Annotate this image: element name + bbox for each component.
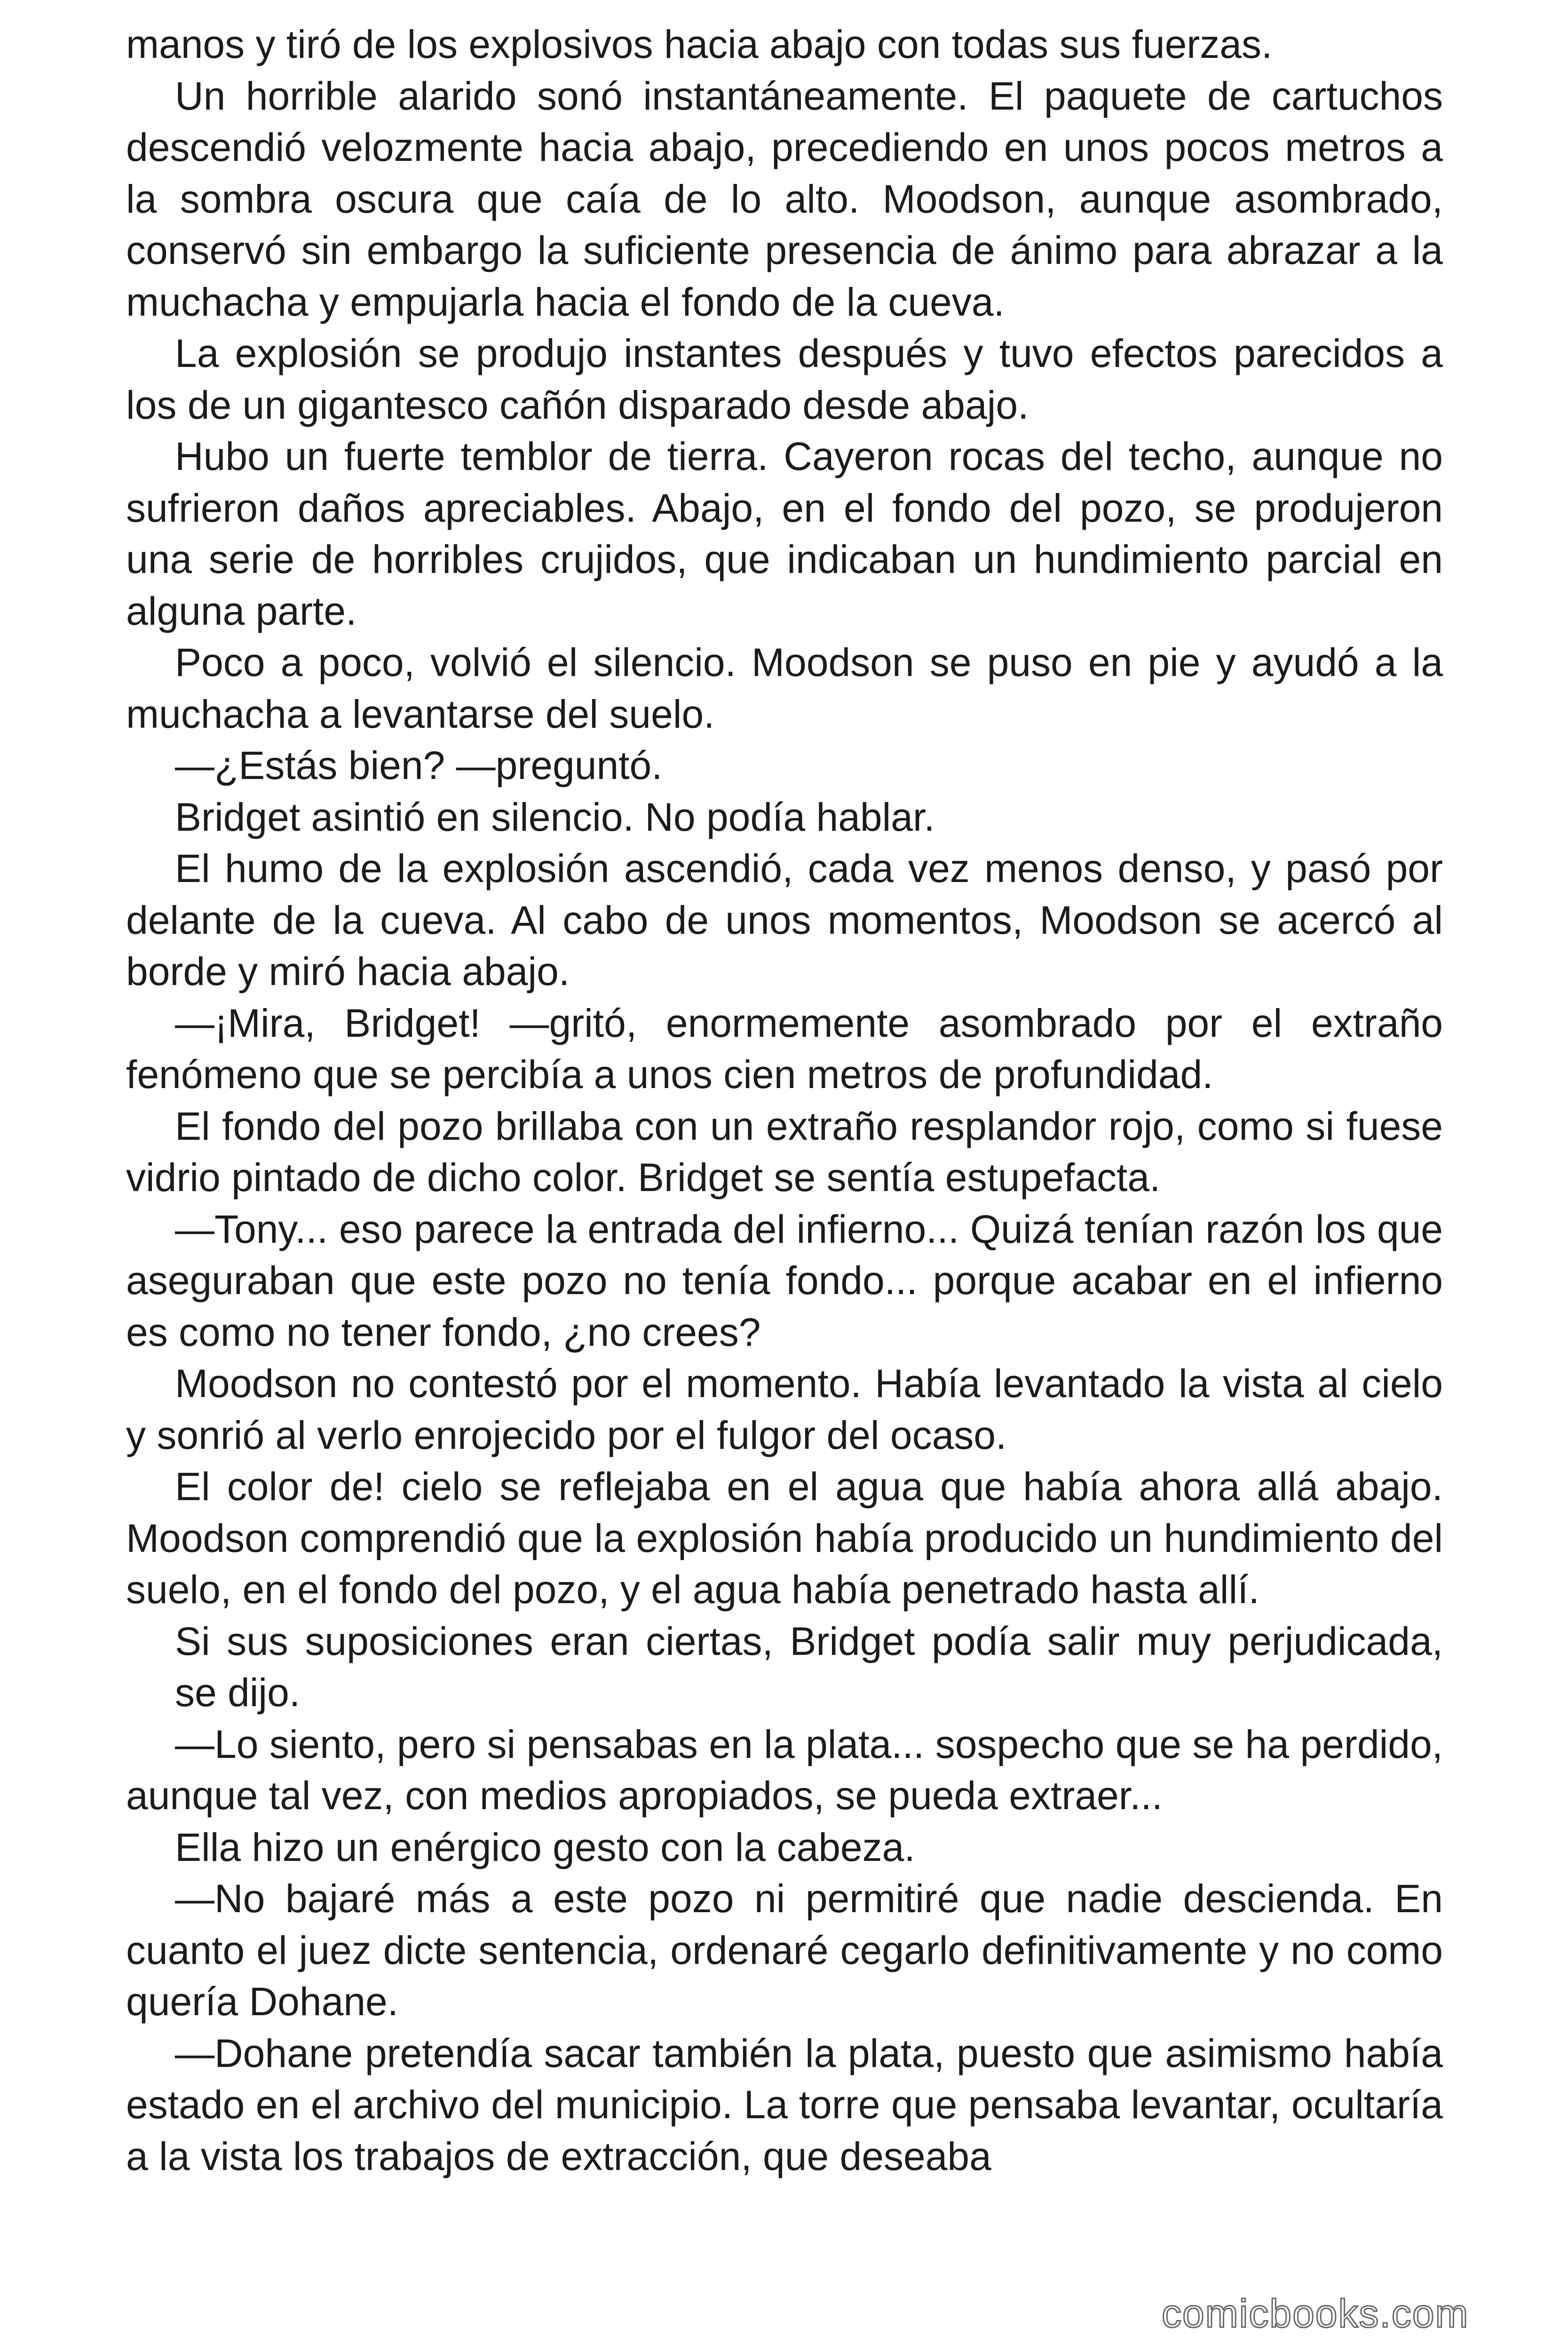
site-watermark: comicbooks.com	[1162, 2291, 1469, 2336]
paragraph-continuation: manos y tiró de los explosivos hacia abajo con todas sus fuerzas.	[126, 22, 1273, 66]
dialogue-line: —¿Estás bien? —preguntó.	[175, 743, 663, 787]
paragraph: El color de! cielo se reflejaba en el agua que había ahora allá abajo. Moodson comprendió que la explosión había producido un hundimiento del suelo, en el fondo del pozo, y el agua había penetrado hasta allí.	[126, 1464, 1443, 1612]
page-body-text	[126, 19, 1443, 2182]
dialogue-line: —Tony... eso parece la entrada del infierno... Quizá tenían razón los que aseguraban que este pozo no tenía fondo... porque acabar en el infierno es como no tener fondo, ¿no crees?	[126, 1207, 1443, 1354]
dialogue-line: —Lo siento, pero si pensabas en la plata... sospecho que se ha perdido, aunque tal vez, con medios apropiados, se pueda extraer...	[126, 1722, 1443, 1818]
paragraph: Moodson no contestó por el momento. Había levantado la vista al cielo y sonrió al verlo enrojecido por el fulgor del ocaso.	[126, 1361, 1443, 1457]
dialogue-line: —¡Mira, Bridget! —gritó, enormemente asombrado por el extraño fenómeno que se percibía a unos cien metros de profundidad.	[126, 1001, 1443, 1097]
paragraph: El humo de la explosión ascendió, cada vez menos denso, y pasó por delante de la cueva. Al cabo de unos momentos, Moodson se acercó al borde y miró hacia abajo.	[126, 846, 1443, 993]
paragraph: Ella hizo un enérgico gesto con la cabeza.	[175, 1825, 915, 1869]
dialogue-line: —Dohane pretendía sacar también la plata, puesto que asimismo había estado en el archivo del municipio. La torre que pensaba levantar, ocultaría a la vista los trabajos de extracción, que deseaba	[126, 2031, 1443, 2178]
paragraph: Bridget asintió en silencio. No podía hablar.	[175, 795, 935, 839]
paragraph: Hubo un fuerte temblor de tierra. Cayeron rocas del techo, aunque no sufrieron daños apreciables. Abajo, en el fondo del pozo, se produjeron una serie de horribles crujidos, que indicaban un hundimiento parcial en alguna parte.	[126, 434, 1443, 633]
paragraph: La explosión se produjo instantes después y tuvo efectos parecidos a los de un gigantesco cañón disparado desde abajo.	[126, 331, 1443, 427]
dialogue-line: —No bajaré más a este pozo ni permitiré que nadie descienda. En cuanto el juez dicte sentencia, ordenaré cegarlo definitivamente y no como quería Dohane.	[126, 1876, 1443, 2024]
paragraph: Poco a poco, volvió el silencio. Moodson se puso en pie y ayudó a la muchacha a levantarse del suelo.	[126, 640, 1443, 736]
paragraph-indented-block: Si sus suposiciones eran ciertas, Bridget podía salir muy perjudicada, se dijo.	[175, 1619, 1443, 1715]
paragraph: Un horrible alarido sonó instantáneamente. El paquete de cartuchos descendió velozmente hacia abajo, precediendo en unos pocos metros a la sombra oscura que caía de lo alto. Moodson, aunque asombrado, conservó sin embargo la suficiente presencia de ánimo para abrazar a la muchacha y empujarla hacia el fondo de la cueva.	[126, 73, 1443, 324]
paragraph: El fondo del pozo brillaba con un extraño resplandor rojo, como si fuese vidrio pintado de dicho color. Bridget se sentía estupefacta.	[126, 1104, 1443, 1200]
